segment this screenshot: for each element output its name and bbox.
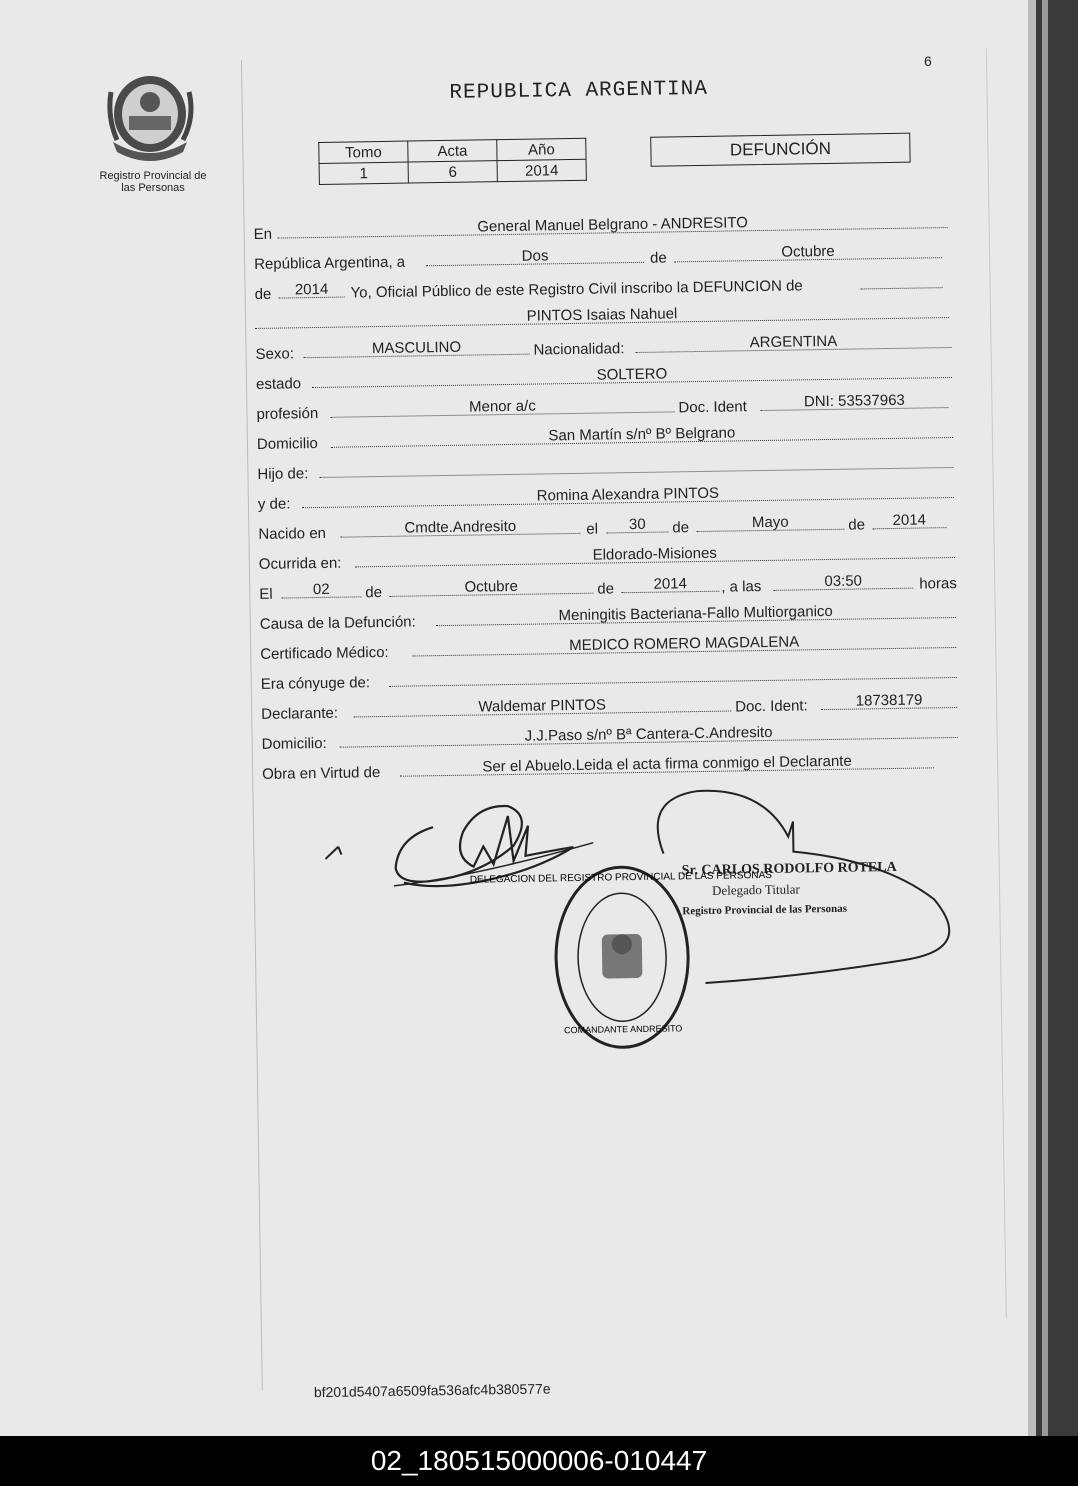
field-ocurrida-en: Eldorado-Misiones [355,541,955,567]
row-nombre [255,301,955,334]
row-hijo-de [257,451,957,484]
label-horas: horas [919,574,957,593]
field-def-dia: 02 [281,580,361,598]
row-lugar [253,211,953,244]
label-doc-ident: Doc. Ident [678,398,747,417]
field-profesion: Menor a/c [330,395,674,417]
label-ocurrida-en: Ocurrida en: [258,554,342,573]
row-declarante [261,691,961,724]
label-nacido-en: Nacido en [258,524,327,543]
label-republica: República Argentina, a [254,253,406,273]
ref-header-acta: Acta [408,140,497,162]
field-nombre: PINTOS Isaias Nahuel [255,301,949,329]
field-doc-declarante: 18738179 [821,691,957,710]
logo-caption [88,170,218,194]
field-nac-mes: Mayo [696,513,844,532]
field-conyuge [389,661,957,687]
row-conyuge [261,661,961,694]
official-name: Sr. CARLOS RODOLFO ROTELA [681,859,897,879]
reference-table [318,138,587,185]
page-title: REPUBLICA ARGENTINA [449,77,709,105]
label-en: En [253,225,273,243]
label-nacionalidad: Nacionalidad: [533,340,625,359]
field-domicilio: San Martín s/nº Bº Belgrano [331,421,953,448]
field-lugar: General Manuel Belgrano - ANDRESITO [277,211,947,239]
row-fecha-defuncion [259,571,959,604]
label-estado: estado [255,375,302,393]
field-certificado: MEDICO ROMERO MAGDALENA [412,631,956,657]
field-dia: Dos [426,246,644,266]
label-de-o1: de [365,584,383,602]
label-obra: Obra en Virtud de [262,764,381,783]
field-nac-dia: 30 [606,515,668,533]
field-estado: SOLTERO [312,361,952,388]
field-domicilio-declarante: J.J.Paso s/nº Bª Cantera-C.Andresito [339,721,957,748]
field-nacionalidad: ARGENTINA [635,331,951,353]
row-domicilio-declarante [261,721,961,754]
row-causa [260,601,960,634]
ref-value-tomo: 1 [319,162,408,184]
label-y-de: y de: [257,495,291,513]
seal-ring-text: DELEGACION DEL REGISTRO PROVINCIAL DE LAS PERSONAS [469,869,772,886]
row-y-de [258,481,958,514]
label-sexo: Sexo: [255,345,295,363]
label-declarante: Declarante: [261,704,339,723]
field-causa: Meningitis Bacteriana-Fallo Multiorganico [436,601,956,626]
label-domicilio-declarante: Domicilio: [261,734,327,753]
field-anio: 2014 [278,281,344,299]
page-number: 6 [924,53,932,69]
label-causa: Causa de la Defunción: [259,613,416,633]
label-de2: de [254,285,272,303]
binder-inner [1042,0,1048,1436]
ref-header-anio: Año [497,138,586,160]
label-certificado: Certificado Médico: [260,643,389,663]
field-declarante: Waldemar PINTOS [353,695,731,718]
row-fecha [254,241,954,274]
row-ocurrida [259,541,959,574]
label-a-las: , a las [721,578,762,596]
row-anio [254,271,954,304]
label-el: el [586,520,599,538]
official-office: Registro Provincial de las Personas [682,902,848,918]
official-title: Delegado Titular [711,881,800,898]
row-certificado [260,631,960,664]
scan-id-footer: 02_180515000006-010447 [0,1436,1078,1486]
label-domicilio: Domicilio [256,434,318,453]
province-logo [105,72,205,162]
field-mes: Octubre [674,241,942,262]
field-hijo-de [319,451,953,478]
field-nac-anio: 2014 [872,511,946,529]
row-obra [262,751,962,784]
label-profesion: profesión [256,404,319,423]
field-blank [860,271,942,289]
field-def-hora: 03:50 [773,572,913,591]
ref-header-tomo: Tomo [319,141,408,163]
document-type: DEFUNCIÓN [650,133,910,167]
field-obra: Ser el Abuelo.Leida el acta firma conmigo el Declarante [400,751,934,776]
binder-edge [1036,0,1078,1436]
label-de-n1: de [672,519,690,537]
ref-value-acta: 6 [408,161,497,183]
field-nacido-en: Cmdte.Andresito [340,517,580,538]
field-def-mes: Octubre [389,577,593,597]
seal-inner-text: COMANDANTE ANDRESITO [563,1023,683,1036]
label-de-n2: de [848,516,866,534]
field-y-de: Romina Alexandra PINTOS [302,481,954,508]
ref-value-anio: 2014 [497,159,586,181]
field-doc-ident: DNI: 53537963 [760,391,948,411]
row-profesion [256,391,956,424]
row-sexo [255,331,955,364]
label-doc-ident-declarante: Doc. Ident: [735,697,808,716]
right-margin-line [986,48,1007,1318]
label-hijo-de: Hijo de: [257,465,309,483]
row-nacido [258,511,958,544]
logo-caption-line2: las Personas [121,182,185,194]
page-edge [1028,0,1036,1436]
certificate-form [250,0,1012,1436]
label-el-cap: El [259,585,273,603]
row-estado [256,361,956,394]
official-stamp-text [682,858,903,921]
label-de: de [649,249,667,267]
label-conyuge: Era cónyuge de: [260,674,371,693]
field-sexo: MASCULINO [303,338,529,359]
row-domicilio [257,421,957,454]
logo-caption-line1: Registro Provincial de [99,170,207,182]
label-yo-inscribo: Yo, Oficial Público de este Registro Civil inscribo la DEFUNCION de [350,277,803,302]
document-hash: bf201d5407a6509fa536afc4b380577e [313,1380,551,1401]
label-de-o2: de [597,580,615,598]
field-def-anio: 2014 [621,575,719,594]
